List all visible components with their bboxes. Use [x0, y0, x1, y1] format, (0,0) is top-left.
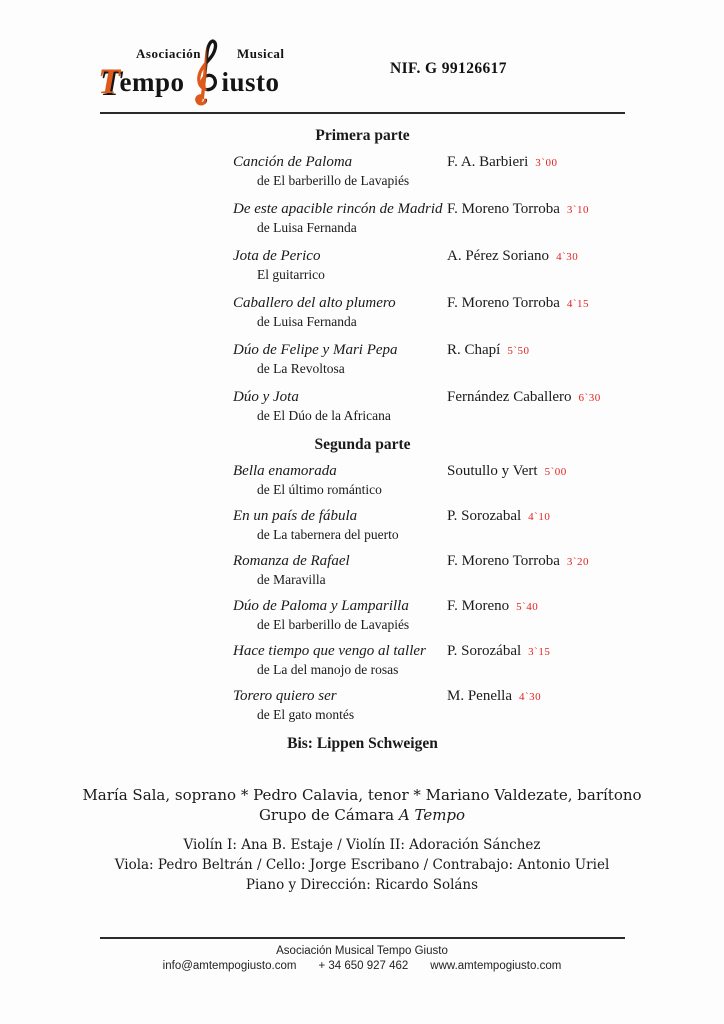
program-entry	[233, 295, 724, 330]
piece-source: de La Revoltosa	[257, 360, 345, 376]
piece-source: de Luisa Fernanda	[257, 219, 357, 235]
program-entry	[233, 248, 724, 283]
program-entry	[233, 688, 724, 723]
duration: 5`00	[544, 466, 567, 478]
program-entry	[233, 154, 724, 189]
composer: P. Sorozabal	[447, 508, 522, 524]
composer: F. A. Barbieri	[447, 154, 529, 170]
piece-title: Jota de Perico	[233, 248, 321, 264]
piece-source: de La del manojo de rosas	[257, 661, 399, 677]
program-entry	[233, 598, 724, 633]
duration: 3`00	[535, 157, 558, 169]
composer: P. Sorozábal	[447, 643, 522, 659]
musician-line: Violín I: Ana B. Estaje / Violín II: Adoración Sánchez	[183, 837, 541, 853]
piece-source: de La tabernera del puerto	[257, 526, 399, 542]
piece-source: El guitarrico	[257, 266, 325, 282]
composer: Fernández Caballero	[447, 389, 572, 405]
musicians-list	[30, 835, 694, 895]
duration: 4`30	[556, 251, 579, 263]
part1-entries	[0, 154, 724, 424]
piece-source: de El último romántico	[257, 481, 382, 497]
piece-source: de El gato montés	[257, 706, 355, 722]
group-line: Grupo de Cámara A Tempo	[258, 806, 466, 824]
program-entry	[233, 342, 724, 377]
footer-email: info@amtempogiusto.com	[162, 959, 297, 972]
tempo-giusto-logo	[98, 36, 293, 108]
program-entry	[233, 553, 724, 588]
duration: 5`50	[507, 345, 530, 357]
piece-title: Dúo y Jota	[233, 389, 299, 405]
piece-title: Canción de Paloma	[233, 154, 353, 170]
logo-word-tempo-rest: empo	[119, 67, 185, 97]
footer-contact-line	[0, 959, 724, 974]
piece-title: Torero quiero ser	[233, 688, 337, 704]
part2-entries	[0, 463, 724, 723]
program-entry	[233, 201, 724, 236]
composer: F. Moreno Torroba	[447, 295, 560, 311]
piece-title: Romanza de Rafael	[233, 553, 350, 569]
singers-line: María Sala, soprano * Pedro Calavia, tenor * Mariano Valdezate, barítono	[82, 786, 642, 804]
duration: 4`15	[566, 298, 590, 310]
duration: 4`10	[528, 511, 551, 523]
logo-word-giusto-rest: iusto	[221, 67, 280, 97]
musician-line: Piano y Dirección: Ricardo Soláns	[245, 877, 479, 893]
duration: 5`40	[516, 601, 539, 613]
duration: 3`10	[566, 204, 590, 216]
duration: 6`30	[578, 392, 601, 404]
piece-source: de El barberillo de Lavapiés	[257, 172, 410, 188]
logo-word-asociacion: Asociación	[136, 46, 201, 61]
nif-number: NIF. G 99126617	[390, 60, 507, 77]
piece-title: De este apacible rincón de Madrid	[233, 201, 443, 217]
composer: F. Moreno	[447, 598, 510, 614]
program-entry	[233, 508, 724, 543]
logo-word-musical: Musical	[236, 46, 285, 61]
footer-phone: + 34 650 927 462	[318, 959, 409, 972]
piece-title: Bella enamorada	[233, 463, 337, 479]
footer	[0, 944, 724, 973]
part1-heading: Primera parte	[315, 127, 410, 144]
piece-source: de Luisa Fernanda	[257, 313, 357, 329]
program-entry	[233, 389, 724, 424]
logo-stylized-t: T	[98, 61, 121, 101]
piece-source: de Maravilla	[257, 571, 326, 587]
composer: R. Chapí	[447, 342, 501, 358]
musician-line: Viola: Pedro Beltrán / Cello: Jorge Escribano / Contrabajo: Antonio Uriel	[114, 857, 610, 873]
header-divider	[100, 112, 625, 114]
piece-title: Hace tiempo que vengo al taller	[233, 643, 426, 659]
composer: F. Moreno Torroba	[447, 201, 560, 217]
performers-section	[30, 785, 694, 895]
program-entry	[233, 643, 724, 678]
piece-source: de El Dúo de la Africana	[257, 407, 391, 423]
piece-title: Caballero del alto plumero	[233, 295, 396, 311]
duration: 3`15	[528, 646, 551, 658]
group-name: A Tempo	[398, 806, 466, 824]
footer-org-name: Asociación Musical Tempo Giusto	[276, 945, 448, 957]
composer: M. Penella	[447, 688, 512, 704]
piece-source: de El barberillo de Lavapiés	[257, 616, 410, 632]
composer: F. Moreno Torroba	[447, 553, 560, 569]
part2-heading: Segunda parte	[314, 436, 411, 453]
treble-clef-icon	[188, 36, 220, 106]
encore-line: Bis: Lippen Schweigen	[287, 735, 438, 752]
footer-divider	[100, 937, 625, 939]
composer: Soutullo y Vert	[447, 463, 538, 479]
duration: 3`20	[566, 556, 590, 568]
duration: 4`30	[519, 691, 542, 703]
composer: A. Pérez Soriano	[447, 248, 550, 264]
piece-title: Dúo de Paloma y Lamparilla	[233, 598, 409, 614]
header	[0, 0, 724, 112]
footer-website: www.amtempogiusto.com	[430, 959, 562, 972]
program-entry	[233, 463, 724, 498]
piece-title: En un país de fábula	[233, 508, 358, 524]
piece-title: Dúo de Felipe y Mari Pepa	[233, 342, 398, 358]
